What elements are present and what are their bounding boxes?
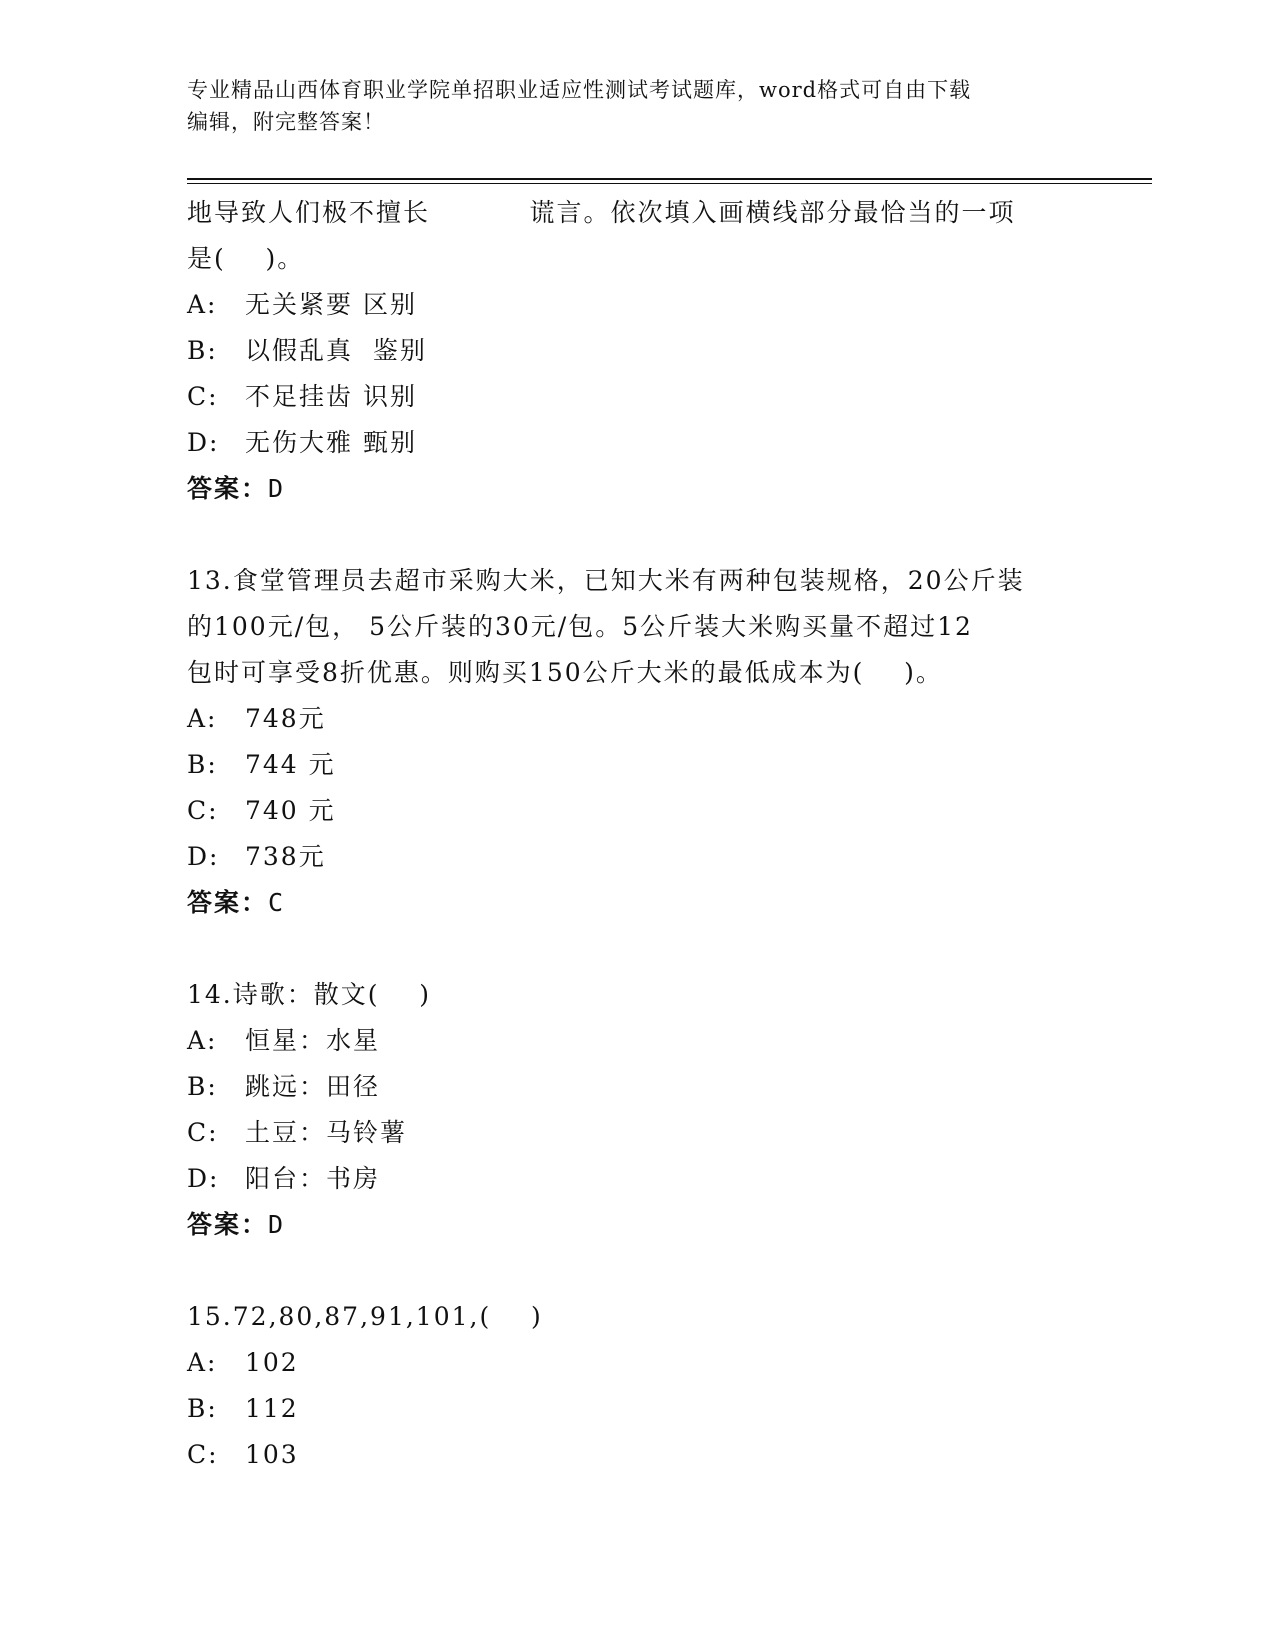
option-letter: D: — [187, 842, 220, 871]
option-text: 无伤大雅 甄别 — [245, 428, 417, 457]
option-d — [187, 1156, 1087, 1202]
answer-label: 答案： — [187, 1210, 269, 1239]
option-letter: C: — [187, 382, 219, 411]
spacer — [187, 926, 1087, 972]
option-text: 102 — [245, 1348, 299, 1377]
option-letter: A: — [187, 1026, 218, 1055]
option-text: 阳台：书房 — [245, 1164, 381, 1193]
option-b — [187, 742, 1087, 788]
question-13 — [187, 558, 1087, 926]
question-stem-line: 包时可享受8折优惠。则购买150公斤大米的最低成本为( )。 — [187, 658, 943, 687]
option-text: 103 — [245, 1440, 299, 1469]
question-stem-line: 的100元/包， 5公斤装的30元/包。5公斤装大米购买量不超过12 — [187, 612, 973, 641]
option-a — [187, 282, 1087, 328]
option-text: 恒星：水星 — [245, 1026, 381, 1055]
option-text: 738元 — [245, 842, 326, 871]
option-letter: D: — [187, 1164, 220, 1193]
option-a — [187, 1340, 1087, 1386]
option-letter: C: — [187, 1118, 219, 1147]
header-divider-thin — [187, 183, 1152, 184]
option-c — [187, 374, 1087, 420]
option-letter: C: — [187, 796, 219, 825]
option-b — [187, 328, 1087, 374]
option-text: 跳远：田径 — [245, 1072, 381, 1101]
option-a — [187, 696, 1087, 742]
option-letter: A: — [187, 704, 218, 733]
answer-line — [187, 1202, 1087, 1248]
option-letter: B: — [187, 1072, 218, 1101]
question-stem-line: 地导致人们极不擅长 谎言。依次填入画横线部分最恰当的一项 — [187, 198, 1016, 227]
option-text: 112 — [245, 1394, 299, 1423]
document-header-note — [187, 74, 1087, 138]
option-text: 无关紧要 区别 — [245, 290, 417, 319]
option-letter: D: — [187, 428, 220, 457]
question-15 — [187, 1294, 1087, 1478]
answer-value: C — [268, 888, 286, 917]
header-divider-thick — [187, 178, 1152, 180]
option-text: 以假乱真 鉴别 — [245, 336, 427, 365]
option-letter: B: — [187, 1394, 218, 1423]
option-c — [187, 1432, 1087, 1478]
spacer — [187, 512, 1087, 558]
option-text: 748元 — [245, 704, 326, 733]
option-letter: B: — [187, 336, 218, 365]
option-text: 土豆：马铃薯 — [245, 1118, 408, 1147]
header-line-1: 专业精品山西体育职业学院单招职业适应性测试考试题库，word格式可自由下载 — [187, 78, 972, 102]
question-12 — [187, 190, 1087, 512]
option-letter: A: — [187, 1348, 218, 1377]
option-letter: C: — [187, 1440, 219, 1469]
question-stem-line: 14.诗歌：散文( ) — [187, 980, 432, 1009]
question-stem-line: 13.食堂管理员去超市采购大米，已知大米有两种包装规格，20公斤装 — [187, 566, 1025, 595]
header-line-2: 编辑，附完整答案！ — [187, 110, 385, 134]
option-letter: B: — [187, 750, 218, 779]
option-c — [187, 1110, 1087, 1156]
answer-line — [187, 466, 1087, 512]
option-c — [187, 788, 1087, 834]
question-14 — [187, 972, 1087, 1248]
option-b — [187, 1386, 1087, 1432]
option-d — [187, 420, 1087, 466]
answer-label: 答案： — [187, 474, 269, 503]
answer-value: D — [268, 1210, 286, 1239]
question-stem-line: 15.72,80,87,91,101,( ) — [187, 1302, 543, 1331]
spacer — [187, 1248, 1087, 1294]
option-text: 740 元 — [245, 796, 336, 825]
option-b — [187, 1064, 1087, 1110]
option-letter: A: — [187, 290, 218, 319]
question-stem-line: 是( )。 — [187, 244, 305, 273]
option-text: 744 元 — [245, 750, 336, 779]
question-list — [187, 190, 1087, 1478]
option-d — [187, 834, 1087, 880]
answer-value: D — [268, 474, 286, 503]
answer-line — [187, 880, 1087, 926]
option-text: 不足挂齿 识别 — [245, 382, 417, 411]
answer-label: 答案： — [187, 888, 269, 917]
option-a — [187, 1018, 1087, 1064]
